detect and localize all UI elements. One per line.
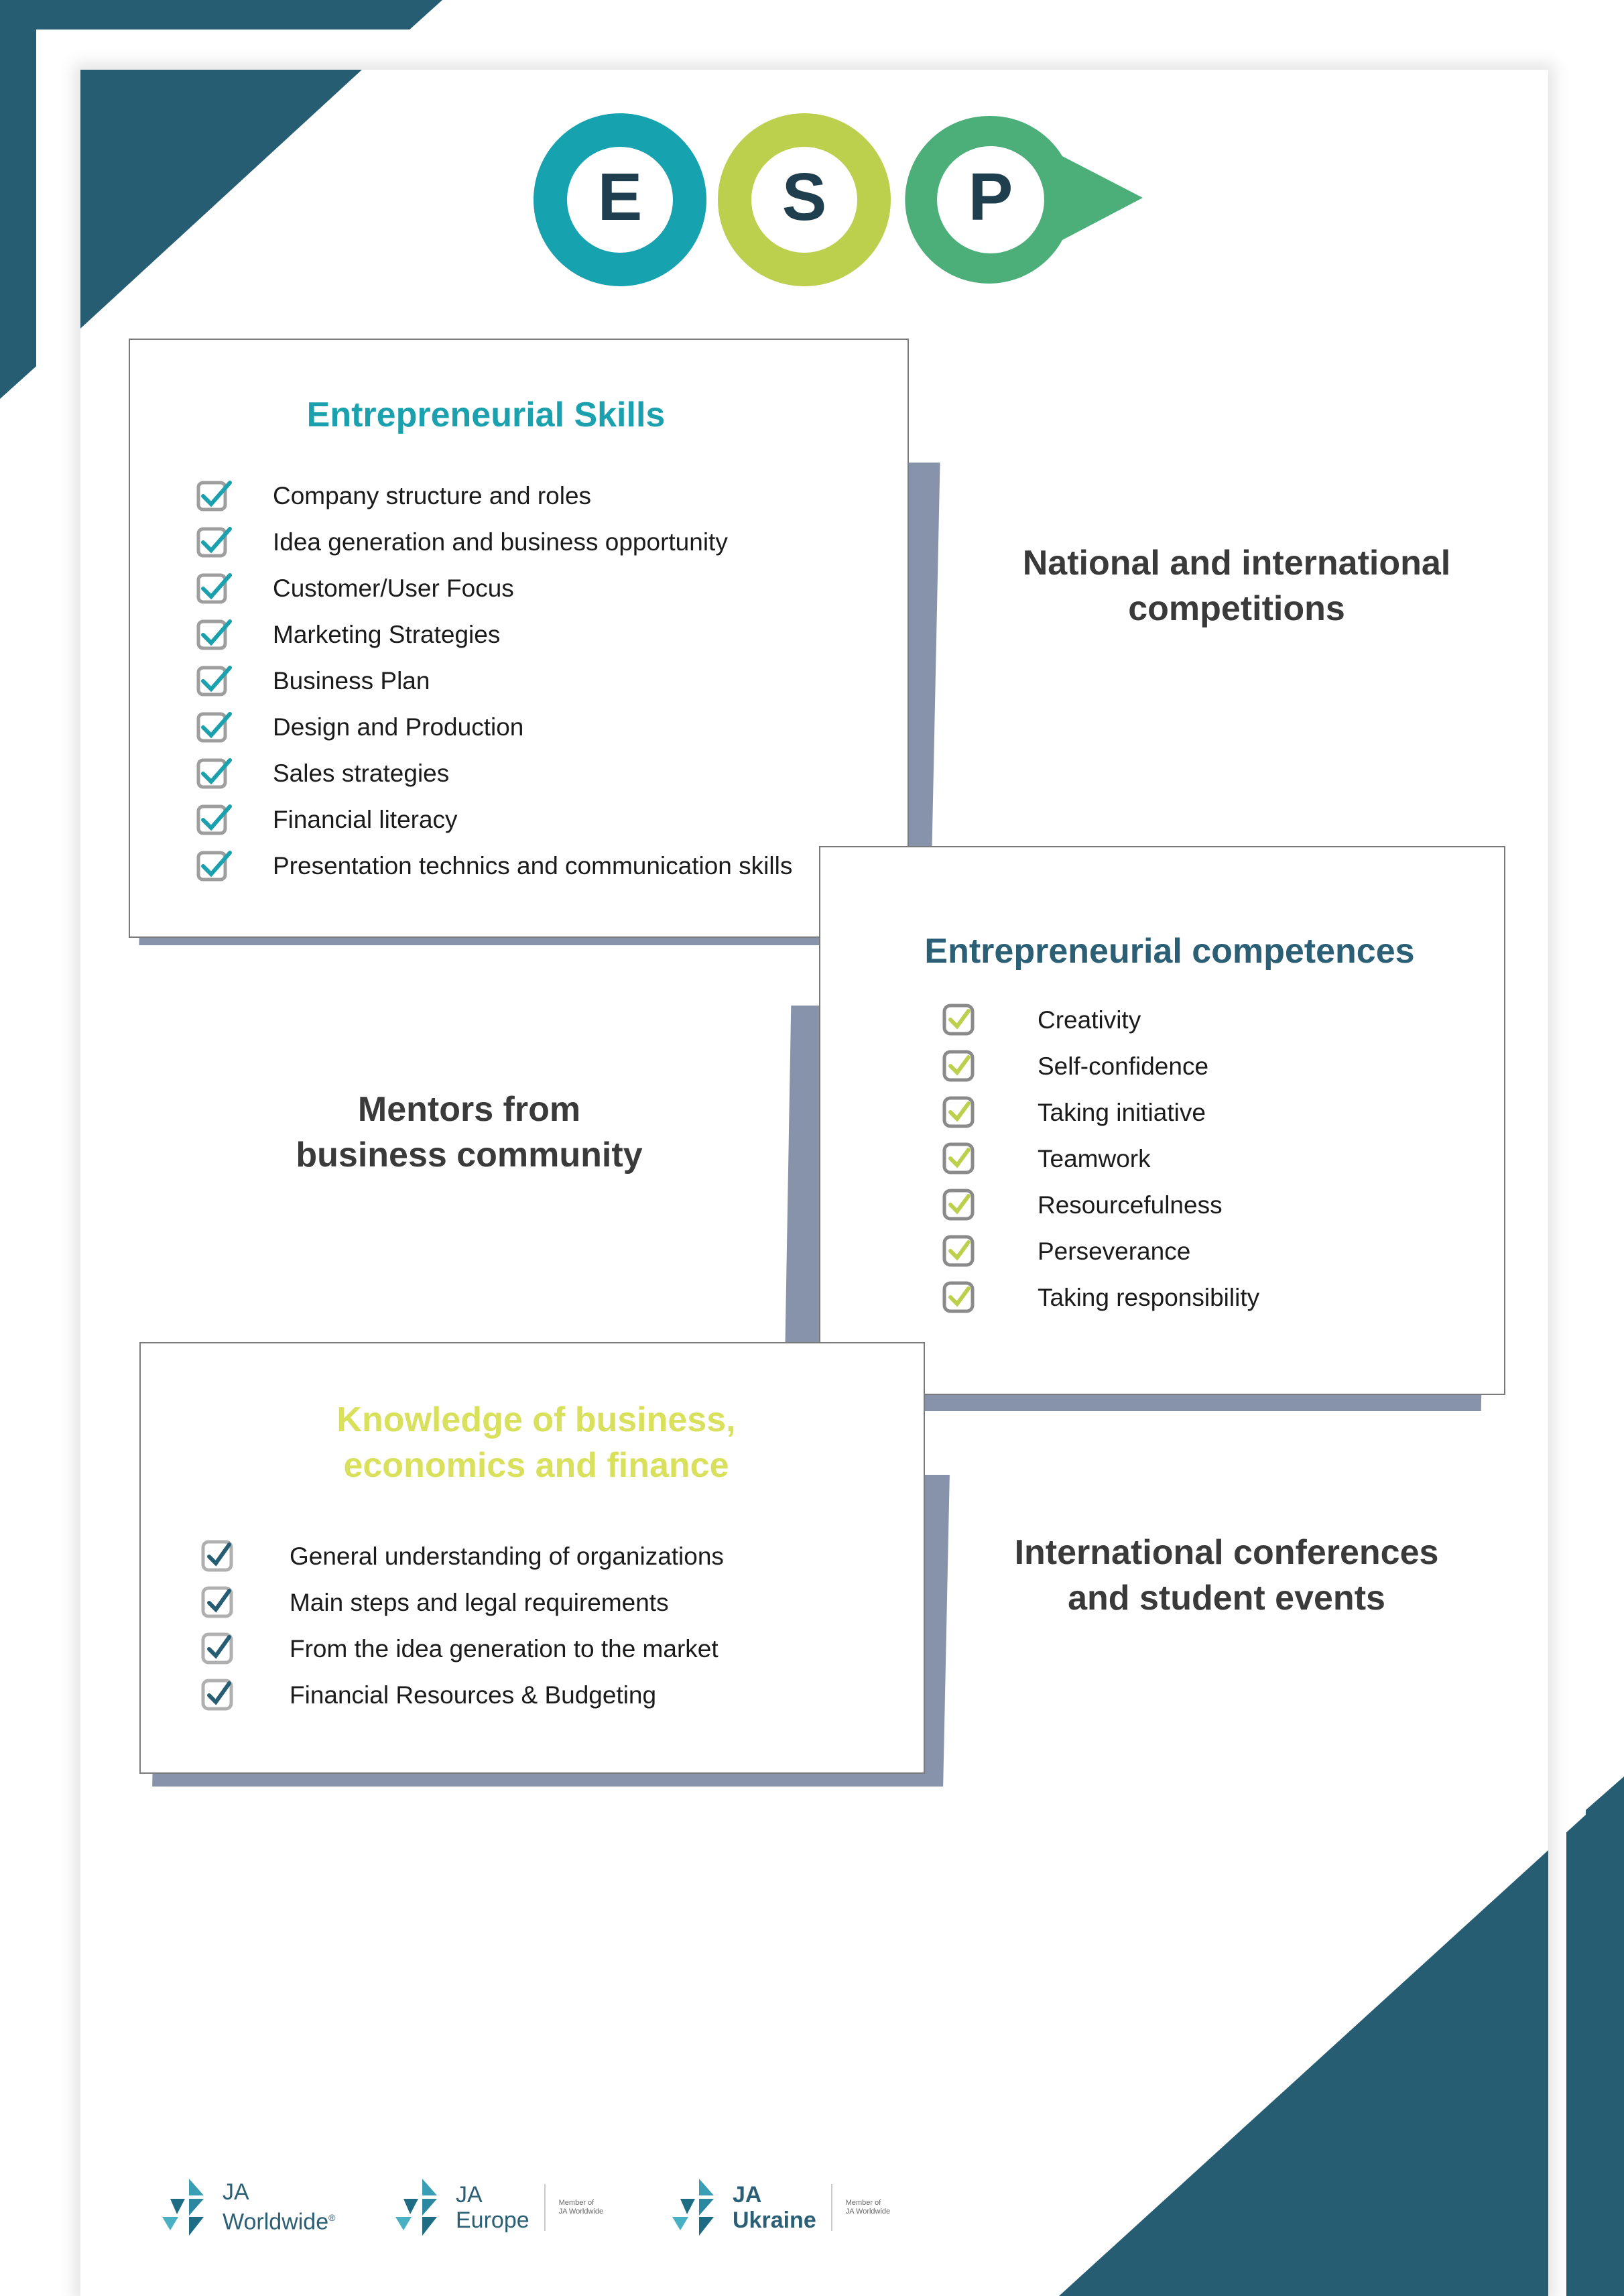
knowledge-label: Main steps and legal requirements: [290, 1589, 669, 1616]
divider: [831, 2184, 832, 2231]
checkbox-checked-icon: [196, 616, 233, 652]
checkbox-checked-icon: [942, 1279, 978, 1315]
conferences-line2: and student events: [1068, 1579, 1385, 1618]
knowledge-title-line1: Knowledge of business,: [336, 1400, 736, 1439]
checkbox-checked-icon: [942, 1094, 978, 1130]
trademark: ®: [328, 2212, 336, 2224]
skill-label: Customer/User Focus: [273, 575, 514, 602]
conferences-text: [992, 1530, 1461, 1621]
mentors-text: [235, 1087, 704, 1178]
ja-worldwide-logo: [162, 2175, 335, 2239]
ja-triangle-mark-icon: [395, 2175, 449, 2239]
checkbox-checked-icon: [196, 524, 233, 560]
skill-label: Presentation technics and communication skills: [273, 852, 793, 880]
member-org: JA Worldwide: [845, 2207, 891, 2216]
mentors-line2: business community: [296, 1136, 643, 1174]
mentors-line1: Mentors from: [357, 1090, 581, 1129]
ja-europe-logo: [395, 2175, 603, 2239]
skill-label: Sales strategies: [273, 760, 450, 787]
checkbox-checked-icon: [942, 1233, 978, 1269]
skill-label: Idea generation and business opportunity: [273, 528, 728, 556]
checkbox-checked-icon: [196, 709, 233, 745]
competitions-line1: National and international: [1022, 544, 1451, 583]
competence-label: Perseverance: [1038, 1237, 1191, 1265]
checkbox-checked-icon: [196, 801, 233, 837]
skill-label: Marketing Strategies: [273, 621, 501, 648]
ja-ukraine-l1: JA: [733, 2181, 762, 2208]
knowledge-title-line2: economics and finance: [343, 1446, 729, 1485]
ja-worldwide-l1: JA: [223, 2179, 249, 2206]
ja-worldwide-name: Worldwide: [223, 2209, 329, 2235]
knowledge-label: General understanding of organizations: [290, 1543, 724, 1570]
skill-label: Company structure and roles: [273, 482, 592, 509]
checkbox-checked-icon: [196, 570, 233, 606]
checkbox-checked-icon: [201, 1677, 237, 1713]
competence-label: Resourcefulness: [1038, 1191, 1223, 1219]
checkbox-checked-icon: [942, 1048, 978, 1084]
skills-title: Entrepreneurial Skills: [306, 396, 666, 434]
competence-label: Taking responsibility: [1038, 1284, 1260, 1311]
ja-europe-l2: Europe: [456, 2207, 529, 2233]
ja-triangle-mark-icon: [162, 2175, 216, 2239]
checkbox-checked-icon: [201, 1630, 237, 1667]
member-of: Member of: [845, 2198, 881, 2207]
member-org: JA Worldwide: [558, 2207, 604, 2216]
competences-title: Entrepreneurial competences: [924, 932, 1415, 971]
ja-worldwide-l2: [223, 2205, 335, 2234]
skill-label: Business Plan: [273, 667, 430, 694]
competitions-line2: competitions: [1128, 589, 1345, 628]
ja-triangle-mark-icon: [672, 2175, 726, 2239]
checkbox-checked-icon: [942, 1140, 978, 1176]
checkbox-checked-icon: [942, 1187, 978, 1223]
member-of: Member of: [558, 2198, 595, 2207]
checkbox-checked-icon: [201, 1538, 237, 1574]
ja-ukraine-logo: [672, 2175, 890, 2239]
competence-label: Teamwork: [1038, 1145, 1151, 1172]
checkbox-checked-icon: [196, 477, 233, 513]
knowledge-label: From the idea generation to the market: [290, 1635, 719, 1663]
knowledge-title: [255, 1397, 818, 1488]
logo-letter-e: E: [597, 160, 643, 235]
competence-label: Self-confidence: [1038, 1052, 1209, 1080]
checkbox-checked-icon: [201, 1584, 237, 1620]
logo-letter-s: S: [782, 160, 827, 235]
checkbox-checked-icon: [196, 662, 233, 699]
ja-europe-l1: JA: [456, 2181, 483, 2208]
checkbox-checked-icon: [196, 847, 233, 884]
knowledge-label: Financial Resources & Budgeting: [290, 1681, 657, 1709]
ja-ukraine-l2: Ukraine: [733, 2207, 816, 2233]
checkbox-checked-icon: [196, 755, 233, 791]
conferences-line1: International conferences: [1014, 1533, 1439, 1572]
divider: [544, 2184, 546, 2231]
logo-letter-p: P: [968, 160, 1013, 235]
esp-logo: [533, 111, 1146, 292]
checkbox-checked-icon: [942, 1002, 978, 1038]
competence-label: Taking initiative: [1038, 1099, 1206, 1126]
competence-label: Creativity: [1038, 1006, 1141, 1034]
skill-label: Financial literacy: [273, 806, 458, 833]
skill-label: Design and Production: [273, 713, 524, 741]
competitions-text: [992, 540, 1481, 631]
